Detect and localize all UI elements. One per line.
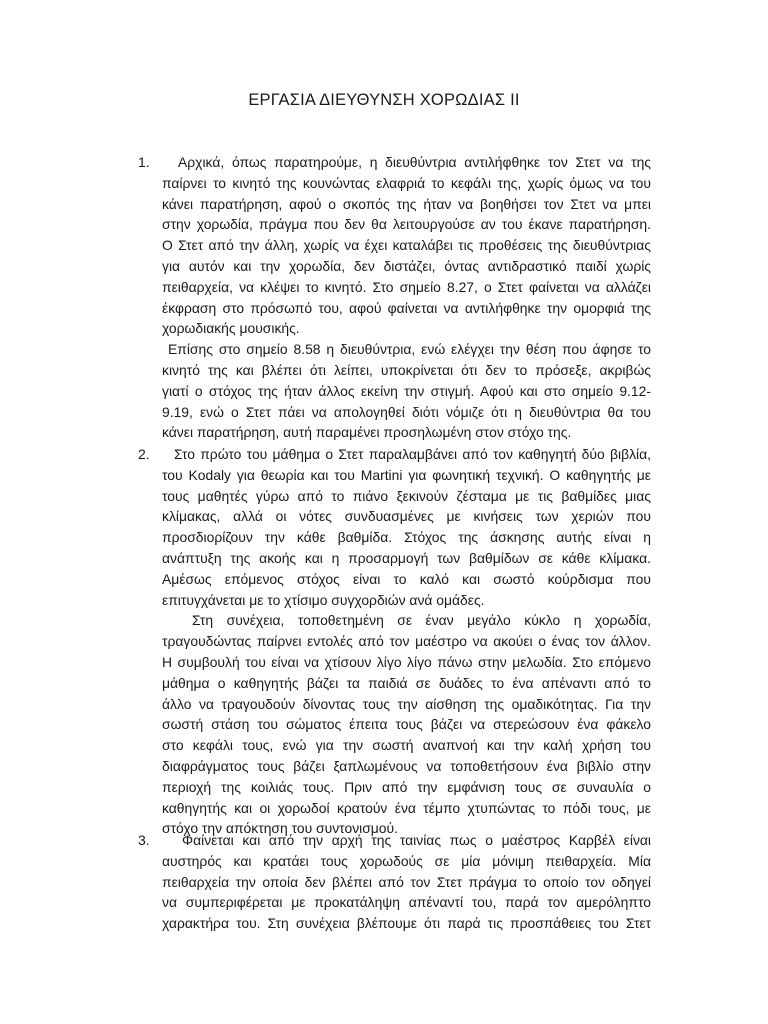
text-line: παίρνει το κινητό της κουνώντας ελαφριά το κεφάλι της, χωρίς όμως να του — [162, 174, 651, 191]
text-line: πειθαρχεία την οποία δεν βλέπει από τον Στετ πράγμα το οποίο τον οδηγεί — [162, 873, 651, 890]
text-line: έκφραση στο πρόσωπό του, αφού φαίνεται να αντιλήφθηκε την ομορφιά της — [162, 299, 651, 316]
text-line: Η συμβουλή του είναι να χτίσουν λίγο λίγο πάνω στην μελωδία. Στο επόμενο — [162, 653, 651, 670]
text-line: ανάπτυξη της ακοής και η προσαρμογή των βαθμίδων σε κάθε κλίμακα. — [162, 549, 651, 566]
text-line: περιοχή της κοιλιάς τους. Πριν από την εμφάνιση τους σε συναυλία ο — [162, 778, 651, 795]
item-paragraph — [162, 152, 651, 443]
item-paragraph — [162, 830, 651, 934]
item-number: 2. — [138, 446, 150, 462]
text-line: επιτυγχάνεται με το χτίσιμο συγχορδιών ανά ομάδες. — [162, 591, 485, 608]
text-line: στην χορωδία, πράγμα που δεν θα λειτουργούσε αν του έκανε παρατήρηση. — [162, 216, 651, 233]
text-line: Αμέσως επόμενος στόχος είναι το καλό και σωστό κούρδισμα που — [162, 570, 651, 587]
text-line: άλλο να τραγουδούν δίνοντας τους την αίσθηση της ομαδικότητας. Για την — [162, 695, 651, 712]
text-line: τραγουδώντας παίρνει εντολές από τον μαέστρο να ακούει ο ένας τον άλλον. — [162, 633, 651, 650]
item-number: 1. — [138, 154, 150, 170]
item-paragraph — [162, 444, 651, 839]
text-line: Αρχικά, όπως παρατηρούμε, η διευθύντρια αντιλήφθηκε τον Στετ να της — [178, 154, 651, 170]
text-line: Στο πρώτο του μάθημα ο Στετ παραλαμβάνει από τον καθηγητή δύο βιβλία, — [174, 446, 651, 462]
document-title: ΕΡΓΑΣΙΑ ΔΙΕΥΘΥΝΣΗ ΧΟΡΩΔΙΑΣ ΙΙ — [248, 91, 520, 109]
text-line: στόχο την απόκτηση του συντονισμού. — [162, 820, 398, 837]
text-line: διαφράγματος τους βάζει ξαπλωμένους να τοποθετήσουν ένα βιβλίο στην — [162, 757, 651, 774]
text-line: χαρακτήρα του. Στη συνέχεια βλέπουμε ότι παρά τις προσπάθειες του Στετ — [162, 915, 651, 932]
text-line: Στη συνέχεια, τοποθετημένη σε έναν μεγάλο κύκλο η χορωδία, — [192, 612, 651, 629]
text-line: χορωδιακής μουσικής. — [162, 320, 300, 337]
text-line: προσδιορίζουν την κάθε βαθμίδα. Στόχος της άσκησης αυτής είναι η — [162, 529, 651, 546]
text-line: να συμπεριφέρεται με προκατάληψη απέναντί του, παρά τον αμερόληπτο — [162, 894, 651, 911]
text-line: κάνει παρατήρηση, αυτή παραμένει προσηλωμένη στον στόχο της. — [162, 424, 572, 441]
text-line: 9.19, ενώ ο Στετ πάει να απολογηθεί διότι νόμιζε ότι η διευθύντρια θα του — [162, 403, 651, 420]
text-line: τους μαθητές γύρω από το πιάνο ξεκινούν ζέσταμα με τις βαθμίδες μιας — [162, 487, 651, 504]
text-line: σωστή στάση του σώματος έπειτα τους βάζει να στερεώσουν ένα φάκελο — [162, 716, 651, 733]
text-line: μάθημα ο καθηγητής βάζει τα παιδιά σε δυάδες το ένα απέναντι από το — [162, 674, 651, 691]
text-line: αυστηρός και κρατάει τους χορωδούς σε μία μόνιμη πειθαρχεία. Μία — [162, 852, 651, 869]
text-line: πειθαρχεία, να κλέψει το κινητό. Στο σημείο 8.27, ο Στετ φαίνεται να αλλάζει — [162, 278, 651, 295]
item-number: 3. — [138, 832, 150, 848]
text-line: κάνει παρατήρηση, αφού ο σκοπός της ήταν να βοηθήσει τον Στετ να μπει — [162, 195, 651, 212]
text-line: Ο Στετ από την άλλη, χωρίς να έχει καταλάβει τις προθέσεις της διευθύντριας — [162, 237, 651, 254]
text-line: του Kodaly για θεωρία και του Martini για φωνητική τεχνική. Ο καθηγητής με — [162, 466, 651, 483]
text-line: καθηγητής και οι χορωδοί κρατούν ένα τέμπο χτυπώντας το πόδι τους, με — [162, 799, 651, 816]
text-line: κλίμακας, αλλά οι νότες συνδυασμένες με κινήσεις των χεριών που — [162, 508, 651, 525]
text-line: κινητό της και βλέπει ότι λείπει, υποκρίνεται ότι δεν το πρόσεξε, ακριβώς — [162, 361, 651, 378]
text-line: Φαίνεται και από την αρχή της ταινίας πως ο μαέστρος Καρβέλ είναι — [182, 832, 651, 848]
text-line: γιατί ο στόχος της ήταν άλλος εκείνη την στιγμή. Αφού και στο σημείο 9.12- — [162, 382, 651, 399]
text-line: για αυτόν και την χορωδία, δεν διστάζει, όντας αντιδραστικό παιδί χωρίς — [162, 257, 651, 274]
text-line: Επίσης στο σημείο 8.58 η διευθύντρια, ενώ ελέγχει την θέση που άφησε το — [168, 341, 651, 358]
text-line: στο κεφάλι τους, ενώ για την σωστή αναπνοή και την καλή χρήση του — [162, 737, 651, 754]
